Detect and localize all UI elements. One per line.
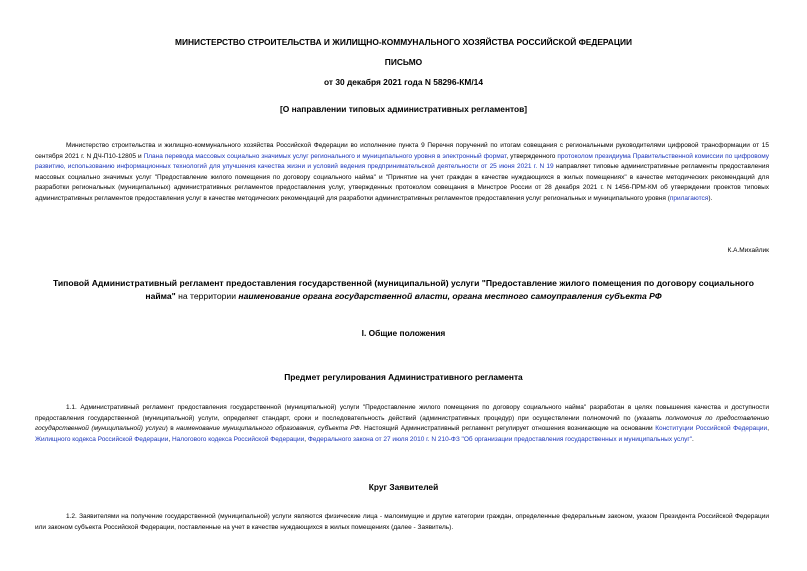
- p11-italic: наименование муниципального образования, субъекта РФ: [176, 425, 360, 433]
- paragraph-1-1: [35, 403, 769, 445]
- reglament-title-authority: наименование органа государственной власти, органа местного самоуправления субъекта РФ: [238, 291, 662, 301]
- subsection-applicants: Круг Заявителей: [368, 482, 439, 492]
- intro-text: ).: [708, 194, 713, 202]
- reglament-title-connector: на территории: [175, 291, 239, 301]
- intro-text: Министерство строительства и жилищно-коммунального хозяйства Российской Федерации во исполнение пункта 9 Перечня поручений по итогам совещания с региональными руководителями цифровой трансформации от 15 сентября 2021 г. N ДЧ-П10-12805 и: [35, 142, 769, 160]
- intro-paragraph: [35, 141, 769, 205]
- p11-text: ,: [168, 435, 172, 443]
- section-general-provisions: I. Общие положения: [361, 328, 446, 338]
- subsection-regulation-subject: Предмет регулирования Административного регламента: [284, 372, 523, 382]
- p11-text: ,: [767, 425, 770, 433]
- tax-code-link[interactable]: Налогового кодекса Российской Федерации: [171, 435, 305, 443]
- federal-law-210-link[interactable]: Федерального закона от 27 июля 2010 г. N 210-ФЗ "Об организации предоставления государственных и муниципальных услуг": [307, 435, 693, 443]
- p11-italic: указать полномочия по предоставлению государственной (муниципальной) услуги: [35, 414, 769, 433]
- p11-text: ) в: [165, 425, 177, 433]
- attachments-link[interactable]: прилагаются: [669, 194, 709, 202]
- intro-text: , утвержденного: [506, 152, 558, 160]
- doc-date-number: от 30 декабря 2021 года N 58296-КМ/14: [323, 77, 484, 87]
- plan-link[interactable]: Плана перевода массовых социально значимых услуг регионального и муниципального уровня в электронный формат: [143, 152, 507, 160]
- doc-type: ПИСЬМО: [384, 57, 423, 67]
- paragraph-1-2: 1.2. Заявителями на получение государственной (муниципальной) услуги являются физические лица - малоимущие и другие категории граждан, определенные федеральным законом, указом Президента Российской Федерации или законом субъекта Российской Федерации, поставленные на учет в качестве нуждающихся в жилых помещениях (далее - Заявитель).: [35, 513, 769, 531]
- p11-text: ,: [304, 435, 308, 443]
- signature: К.А.Михайлик: [727, 247, 769, 254]
- constitution-link[interactable]: Конституции Российской Федерации: [655, 425, 768, 433]
- reglament-title-text: Типовой Административный регламент предоставления государственной (муниципальной) услуги "Предоставление жилого помещения по договору социального найма": [52, 278, 755, 301]
- doc-subject: [О направлении типовых административных регламентов]: [279, 104, 528, 114]
- p11-text: . Настоящий Административный регламент регулирует отношения возникающие на основании: [359, 425, 656, 433]
- intro-text: направляет типовые административные регламенты предоставления массовых социально значимых услуг "Предоставление жилого помещения по договору социального найма" и "Принятие на учет граждан в качестве нуждающихся в жилых помещениях" в качестве методических рекомендаций для разработки региональных (муниципальных) административных регламентов предоставления услуг, утвержденных протоколом совещания в Минстрое России от 28 декабря 2021 г. N 1456-ПРМ-КМ об утверждении проектов типовых административных регламентов предоставления услуг в качестве методических рекомендаций для разработки административных регламентов предоставления услуг региональных и муниципального уровня (: [35, 163, 769, 202]
- reglament-title: [40, 277, 767, 303]
- p11-text: 1.1. Административный регламент предоставления государственной (муниципальной) услуги "Предоставление жилого помещения по договору социального найма" разработан в целях повышения качества и доступности предоставления государственной (муниципальной) услуги, определяет стандарт, сроки и последовательность действий (административных процедур) при осуществлении полномочий по (: [35, 404, 769, 422]
- housing-code-link[interactable]: Жилищного кодекса Российской Федерации: [35, 435, 169, 443]
- p11-text: .: [692, 435, 694, 443]
- ministry-heading: МИНИСТЕРСТВО СТРОИТЕЛЬСТВА И ЖИЛИЩНО-КОММУНАЛЬНОГО ХОЗЯЙСТВА РОССИЙСКОЙ ФЕДЕРАЦИИ: [175, 37, 632, 47]
- protocol-link[interactable]: протоколом президиума Правительственной комиссии по цифровому развитию, использованию информационных технологий для улучшения качества жизни и условий ведения предпринимательской деятельности от 25 июня 2021 г. N 19: [35, 152, 769, 171]
